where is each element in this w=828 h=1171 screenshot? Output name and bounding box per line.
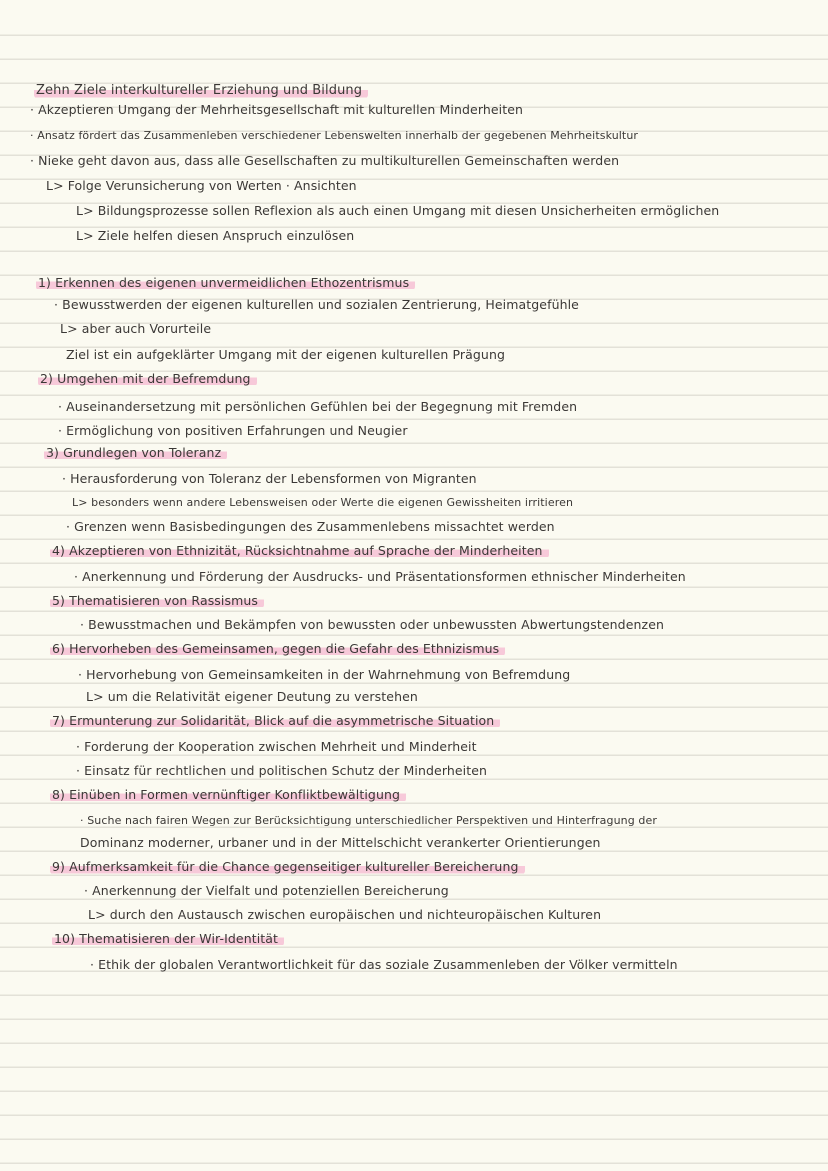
goal-heading: [50, 858, 525, 876]
goal-line: L> durch den Austausch zwischen europäischen und nichteuropäischen Kulturen: [88, 907, 602, 922]
goal-heading: [50, 712, 500, 730]
goal-line: Dominanz moderner, urbaner und in der Mittelschicht verankerter Orientierungen: [80, 835, 601, 850]
goal-line: · Suche nach fairen Wegen zur Berücksichtigung unterschiedlicher Perspektiven und Hinterfragung der: [80, 814, 657, 827]
intro-line: L> Folge Verunsicherung von Werten · Ansichten: [46, 178, 357, 193]
title-highlight: Zehn Ziele interkultureller Erziehung und Bildung: [34, 83, 368, 98]
goal-line: L> um die Relativität eigener Deutung zu verstehen: [86, 689, 418, 704]
goal-line: · Einsatz für rechtlichen und politischen Schutz der Minderheiten: [76, 763, 488, 778]
goal-heading-highlight: 1) Erkennen des eigenen unvermeidlichen Ethozentrismus: [36, 275, 415, 290]
goal-heading-highlight: 2) Umgehen mit der Befremdung: [38, 371, 257, 386]
goal-heading: [44, 444, 227, 462]
intro-line: L> Bildungsprozesse sollen Reflexion als auch einen Umgang mit diesen Unsicherheiten ermöglichen: [76, 203, 720, 218]
goal-line: L> aber auch Vorurteile: [60, 321, 212, 336]
intro-line: · Nieke geht davon aus, dass alle Gesellschaften zu multikulturellen Gemeinschaften werden: [30, 153, 620, 168]
goal-line: · Auseinandersetzung mit persönlichen Gefühlen bei der Begegnung mit Fremden: [58, 399, 578, 414]
goal-heading: [38, 370, 257, 388]
goal-heading: [50, 786, 406, 804]
goal-heading-highlight: 8) Einüben in Formen vernünftiger Konfliktbewältigung: [50, 787, 406, 802]
goal-line: · Herausforderung von Toleranz der Lebensformen von Migranten: [62, 471, 477, 486]
goal-heading-highlight: 5) Thematisieren von Rassismus: [50, 593, 264, 608]
intro-line: · Akzeptieren Umgang der Mehrheitsgesellschaft mit kulturellen Minderheiten: [30, 102, 524, 117]
goal-heading: [50, 542, 549, 560]
intro-line: L> Ziele helfen diesen Anspruch einzulösen: [76, 228, 355, 243]
goal-line: · Anerkennung der Vielfalt und potenziellen Bereicherung: [84, 883, 449, 898]
goal-heading-highlight: 4) Akzeptieren von Ethnizität, Rücksichtnahme auf Sprache der Minderheiten: [50, 543, 549, 558]
page-title: [34, 82, 368, 100]
goal-heading: [52, 930, 284, 948]
goal-heading: [36, 274, 415, 292]
goal-heading: [50, 640, 505, 658]
goal-heading-highlight: 7) Ermunterung zur Solidarität, Blick auf die asymmetrische Situation: [50, 713, 500, 728]
goal-heading: [50, 592, 264, 610]
goal-heading-highlight: 10) Thematisieren der Wir-Identität: [52, 931, 284, 946]
goal-heading-highlight: 9) Aufmerksamkeit für die Chance gegenseitiger kultureller Bereicherung: [50, 859, 525, 874]
goal-line: · Bewusstmachen und Bekämpfen von bewussten oder unbewussten Abwertungstendenzen: [80, 617, 665, 632]
goal-line: · Hervorhebung von Gemeinsamkeiten in der Wahrnehmung von Befremdung: [78, 667, 571, 682]
goal-line: · Ermöglichung von positiven Erfahrungen und Neugier: [58, 423, 408, 438]
intro-line: · Ansatz fördert das Zusammenleben verschiedener Lebenswelten innerhalb der gegebenen Mehrheitskultur: [30, 129, 639, 142]
goal-line: L> besonders wenn andere Lebensweisen oder Werte die eigenen Gewissheiten irritieren: [72, 496, 574, 509]
goal-line: · Anerkennung und Förderung der Ausdrucks- und Präsentationsformen ethnischer Minderheiten: [74, 569, 686, 584]
goal-line: · Forderung der Kooperation zwischen Mehrheit und Minderheit: [76, 739, 477, 754]
goal-line: · Ethik der globalen Verantwortlichkeit für das soziale Zusammenleben der Völker vermitteln: [90, 957, 678, 972]
goal-heading-highlight: 3) Grundlegen von Toleranz: [44, 445, 227, 460]
goal-line: · Grenzen wenn Basisbedingungen des Zusammenlebens missachtet werden: [66, 519, 555, 534]
goal-line: Ziel ist ein aufgeklärter Umgang mit der eigenen kulturellen Prägung: [66, 347, 506, 362]
goal-line: · Bewusstwerden der eigenen kulturellen und sozialen Zentrierung, Heimatgefühle: [54, 297, 579, 312]
goal-heading-highlight: 6) Hervorheben des Gemeinsamen, gegen die Gefahr des Ethnizismus: [50, 641, 505, 656]
